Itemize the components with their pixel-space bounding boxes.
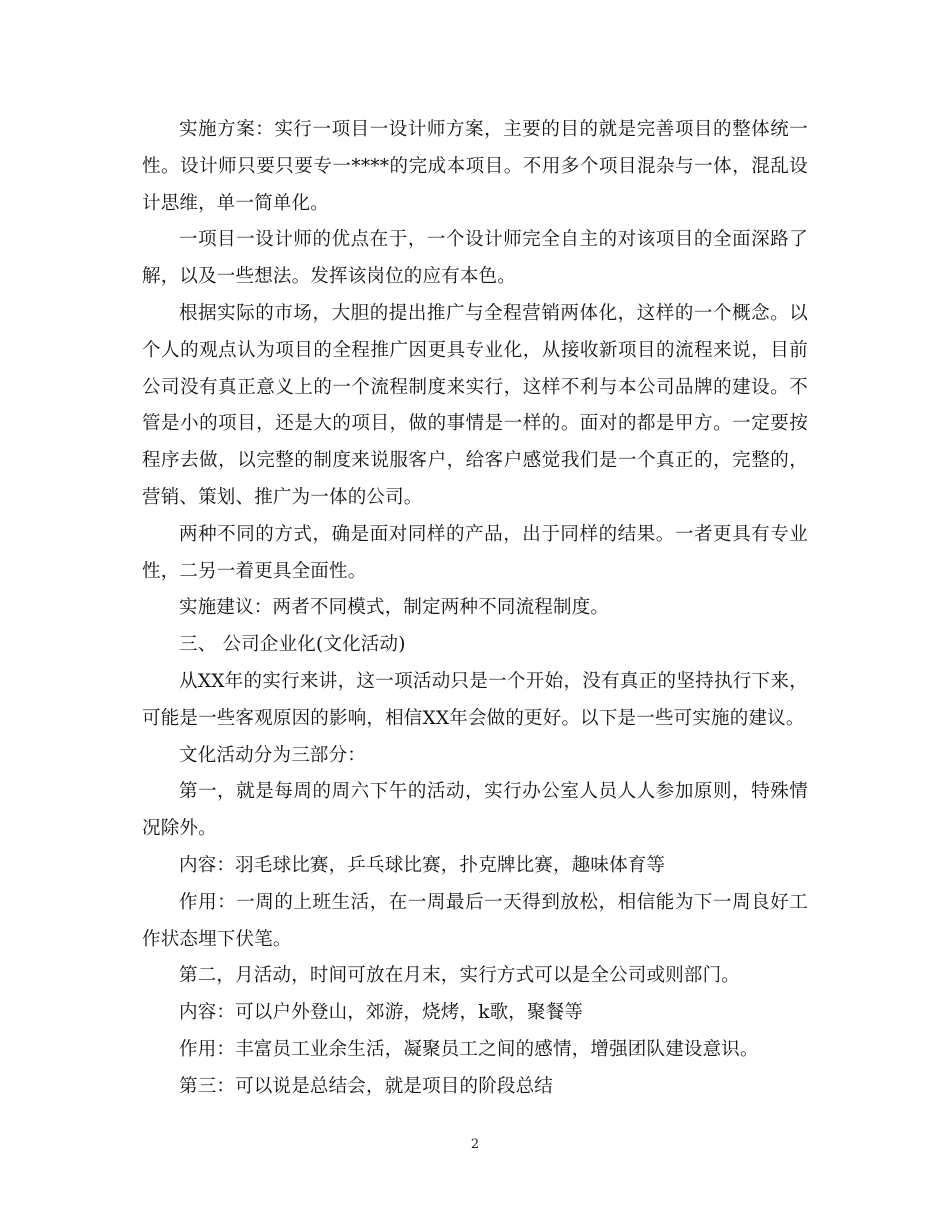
paragraph-implementation-plan: 实施方案：实行一项目一设计师方案，主要的目的就是完善项目的整体统一性。设计师只要只要专一****的完成本项目。不用多个项目混杂与一体，混乱设计思维，单一简单化。	[142, 119, 808, 214]
paragraph-activity-parts: 文化活动分为三部分：	[179, 744, 367, 766]
page-number: 2	[470, 1137, 480, 1152]
paragraph-weekly-activity: 第一，就是每周的周六下午的活动，实行办公室人员人人参加原则，特殊情况除外。	[142, 781, 808, 840]
paragraph-monthly-content: 内容：可以户外登山，郊游，烧烤，k歌，聚餐等	[179, 1002, 584, 1024]
paragraph-designer-advantage: 一项目一设计师的优点在于，一个设计师完全自主的对该项目的全面深路了解，以及一些想法。发挥该岗位的应有本色。	[142, 229, 808, 288]
paragraph-last-year-review: 从XX年的实行来讲，这一项活动只是一个开始，没有真正的坚持执行下来，可能是一些客观原因的影响，相信XX年会做的更好。以下是一些可实施的建议。	[142, 670, 808, 729]
paragraph-market-promotion: 根据实际的市场，大胆的提出推广与全程营销两体化，这样的一个概念。以个人的观点认为项目的全程推广因更具专业化，从接收新项目的流程来说，目前公司没有真正意义上的一个流程制度来实行，这样不利与本公司品牌的建设。不管是小的项目，还是大的项目，做的事情是一样的。面对的都是甲方。一定要按程序去做，以完整的制度来说服客户，给客户感觉我们是一个真正的，完整的，营销、策划、推广为一体的公司。	[142, 302, 808, 508]
paragraph-monthly-effect: 作用：丰富员工业余生活，凝聚员工之间的感情，增强团队建设意识。	[179, 1038, 759, 1060]
paragraph-implementation-suggestion: 实施建议：两者不同模式，制定两种不同流程制度。	[179, 597, 610, 619]
paragraph-monthly-activity: 第二，月活动，时间可放在月末，实行方式可以是全公司或则部门。	[179, 965, 741, 987]
paragraph-weekly-effect: 作用：一周的上班生活，在一周最后一天得到放松，相信能为下一周良好工作状态埋下伏笔。	[142, 891, 808, 950]
paragraph-weekly-content: 内容：羽毛球比赛，乒乓球比赛，扑克牌比赛，趣味体育等	[179, 854, 666, 876]
document-body	[142, 112, 808, 1106]
paragraph-two-methods: 两种不同的方式，确是面对同样的产品，出于同样的结果。一者更具有专业性，二另一着更具全面性。	[142, 523, 808, 582]
section-heading-culture-activities: 三、 公司企业化(文化活动)	[179, 634, 406, 656]
paragraph-summary-meeting: 第三：可以说是总结会，就是项目的阶段总结	[179, 1075, 554, 1097]
